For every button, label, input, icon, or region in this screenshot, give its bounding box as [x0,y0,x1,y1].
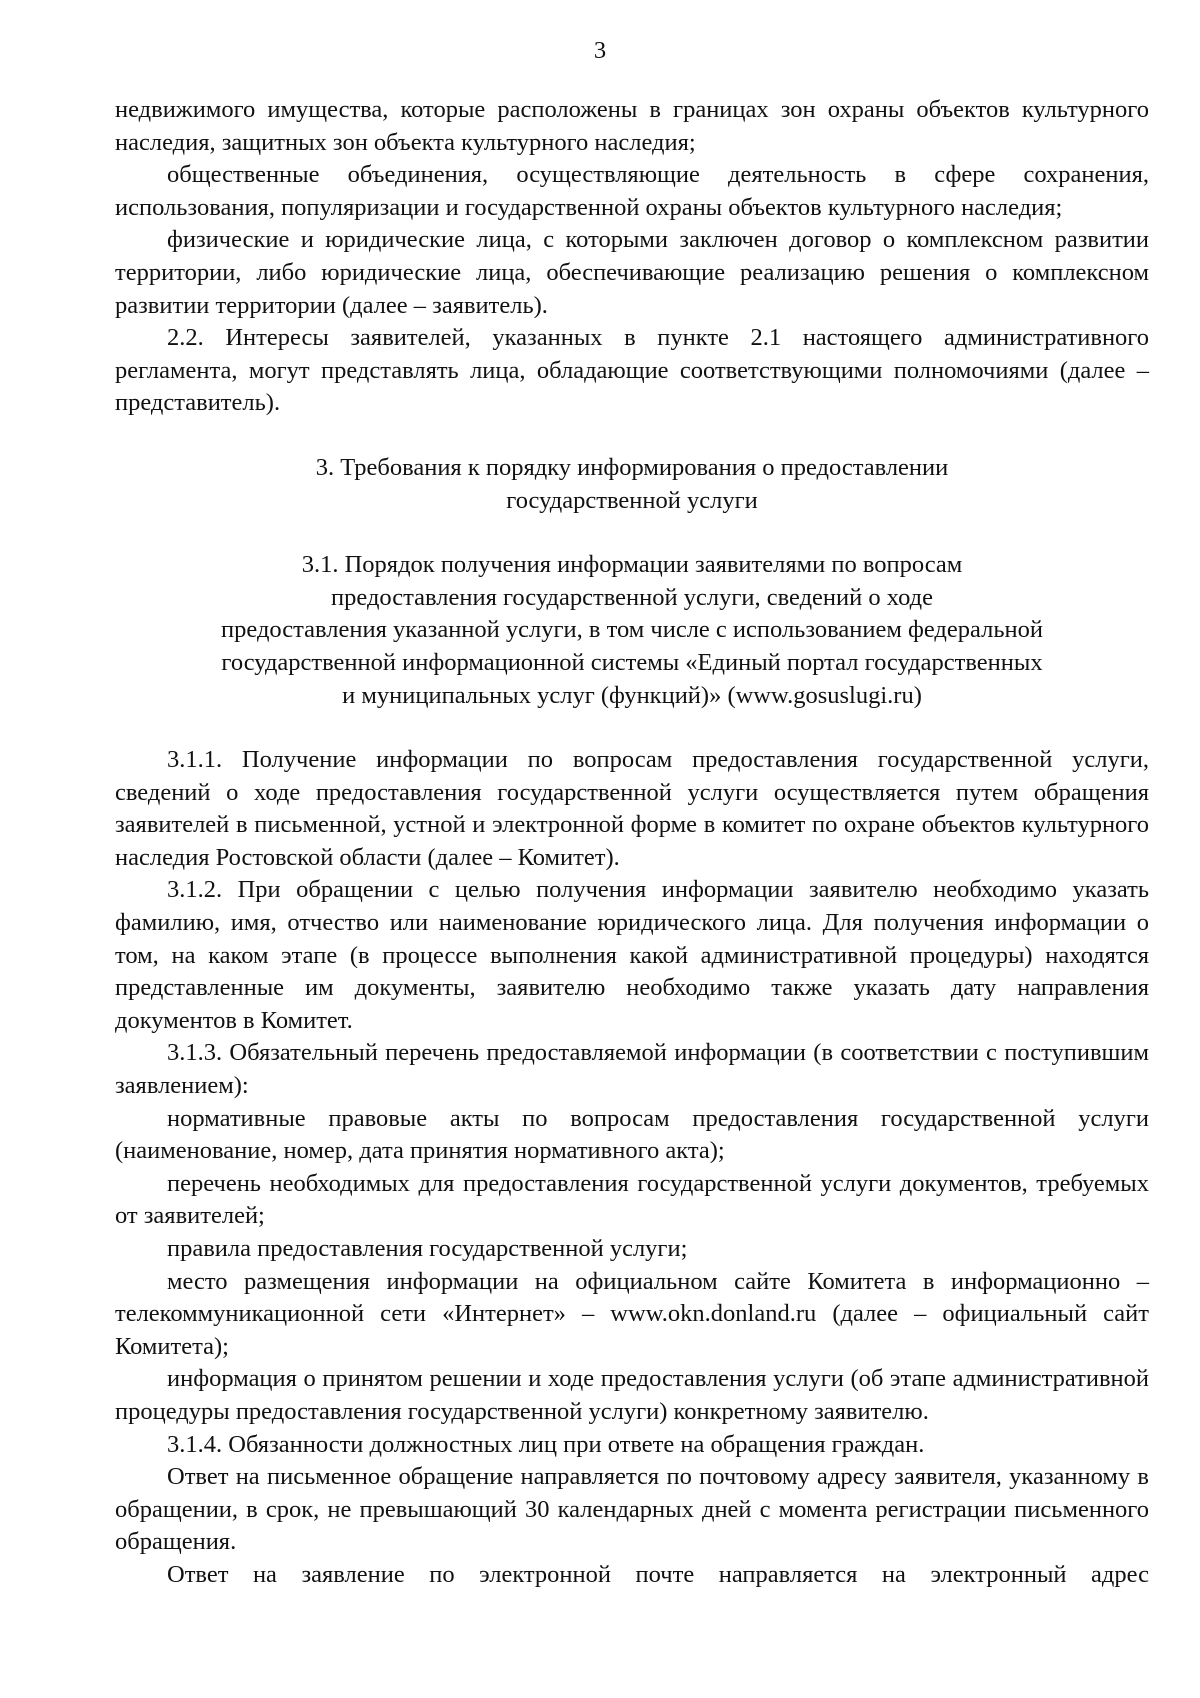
subsection-heading-line: и муниципальных услуг (функций)» (www.gosuslugi.ru) [342,681,922,709]
section-heading [115,452,1149,517]
paragraph: недвижимого имущества, которые расположены в границах зон охраны объектов культурного наследия, защитных зон объекта культурного наследия; [115,96,1149,156]
paragraph: нормативные правовые акты по вопросам предоставления государственной услуги (наименование, номер, дата принятия нормативного акта); [115,1104,1149,1165]
subsection-heading-line: предоставления государственной услуги, сведений о ходе [331,583,933,611]
subsection-heading [115,549,1149,712]
paragraph: перечень необходимых для предоставления государственной услуги документов, требуемых от заявителей; [115,1169,1149,1230]
paragraph: правила предоставления государственной услуги; [167,1235,688,1262]
paragraph: 2.2. Интересы заявителей, указанных в пункте 2.1 настоящего административного регламента, могут представлять лица, обладающие соответствующими полномочиями (далее – представитель). [115,324,1149,417]
section-heading-line: 3. Требования к порядку информирования о предоставлении [315,453,949,481]
paragraph: информация о принятом решении и ходе предоставления услуги (об этапе административной процедуры предоставления государственной услуги) конкретному заявителю. [115,1365,1149,1425]
paragraph: место размещения информации на официальном сайте Комитета в информационно – телекоммуникационной сети «Интернет» – www.okn.donland.ru (далее – официальный сайт Комитета); [115,1267,1149,1360]
subsection-heading-line: государственной информационной системы «Единый портал государственных [221,648,1043,676]
subsection-heading-line: 3.1. Порядок получения информации заявителями по вопросам [301,551,963,579]
paragraph: 3.1.2. При обращении с целью получения информации заявителю необходимо указать фамилию, имя, отчество или наименование юридического лица. Для получения информации о том, на каком этапе (в процессе выполнения какой административной процедуры) находятся представленные им документы, заявителю необходимо также указать дату направления документов в Комитет. [115,876,1149,1034]
paragraph: общественные объединения, осуществляющие деятельность в сфере сохранения, использования, популяризации и государственной охраны объектов культурного наследия; [115,161,1149,221]
section-heading-line: государственной услуги [506,486,758,514]
paragraph: 3.1.3. Обязательный перечень предоставляемой информации (в соответствии с поступившим заявлением): [115,1039,1149,1100]
paragraph: 3.1.1. Получение информации по вопросам предоставления государственной услуги, сведений о ходе предоставления государственной услуги осуществляется путем обращения заявителей в письменной, устной и электронной форме в комитет по охране объектов культурного наследия Ростовской области (далее – Комитет). [115,746,1149,871]
document-body [115,94,1149,1592]
paragraph: Ответ на письменное обращение направляется по почтовому адресу заявителя, указанному в обращении, в срок, не превышающий 30 календарных дней с момента регистрации письменного обращения. [115,1463,1149,1556]
paragraph: Ответ на заявление по электронной почте направляется на электронный адрес [167,1560,1149,1588]
subsection-heading-line: предоставления указанной услуги, в том числе с использованием федеральной [221,616,1043,644]
paragraph: 3.1.4. Обязанности должностных лиц при ответе на обращения граждан. [167,1430,925,1458]
paragraph: физические и юридические лица, с которыми заключен договор о комплексном развитии территории, либо юридические лица, обеспечивающие реализацию решения о комплексном развитии территории (далее – заявитель). [115,226,1149,319]
page-number: 3 [593,37,607,64]
